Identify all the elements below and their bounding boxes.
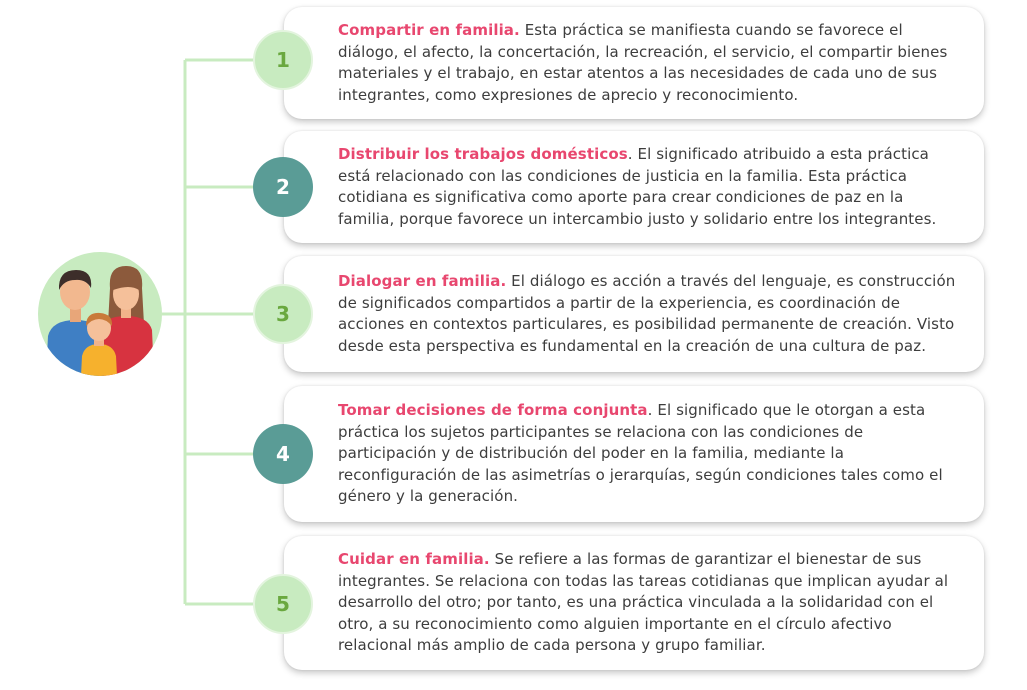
card-3-body: El diálogo es acción a través del lenguaje, es construcción de significados compartidos a partir de la experiencia, es coordinación de acciones en contextos particulares, es posibilidad permanente de creación. Visto desde esta perspectiva es fundamental en la creación de una cultura de paz. [338,272,956,355]
card-4-body: . El significado que le otorgan a esta práctica los sujetos participantes se relaciona con las condiciones de participación y de distribución del poder en la familia, mediante la reconfiguración de las asimetrías o jerarquías, según condiciones tales como el género y la generación. [338,401,943,506]
card-3-text [338,271,962,357]
card-5-text [338,549,962,657]
card-5-body: Se refiere a las formas de garantizar el bienestar de sus integrantes. Se relaciona con todas las tareas cotidianas que implican ayudar al desarrollo del otro; por tanto, es una práctica vinculada a la solidaridad con el otro, a su reconocimiento como alguien importante en el círculo afectivo relacional más amplio de cada persona y grupo familiar. [338,550,949,655]
card-5-title: Cuidar en familia. [338,550,490,569]
card-4-title: Tomar decisiones de forma conjunta [338,401,648,420]
card-2-body: . El significado atribuido a esta práctica está relacionado con las condiciones de justicia en la familia. Esta práctica cotidiana es significativa como aporte para crear condiciones de paz en la familia, porque favorece un intercambio justo y solidario entre los integrantes. [338,145,937,228]
card-1 [284,7,984,119]
card-3-title: Dialogar en familia. [338,272,507,290]
card-2 [284,131,984,243]
card-5 [284,536,984,670]
card-2-title: Distribuir los trabajos domésticos [338,145,628,163]
card-4 [284,386,984,522]
family-icon [38,252,162,376]
step-badge-1: 1 [253,30,313,90]
step-badge-5: 5 [253,574,313,634]
card-2-text [338,144,962,230]
step-badge-2: 2 [253,157,313,217]
card-1-body: Esta práctica se manifiesta cuando se favorece el diálogo, el afecto, la concertación, la recreación, el servicio, el compartir bienes materiales y el trabajo, en estar atentos a las necesidades de cada uno de sus integrantes, como expresiones de aprecio y reconocimiento. [338,21,948,104]
card-3 [284,256,984,372]
step-badge-3: 3 [253,284,313,344]
card-4-text [338,400,962,508]
card-1-text [338,20,962,106]
card-1-title: Compartir en familia. [338,21,520,39]
step-badge-4: 4 [253,424,313,484]
